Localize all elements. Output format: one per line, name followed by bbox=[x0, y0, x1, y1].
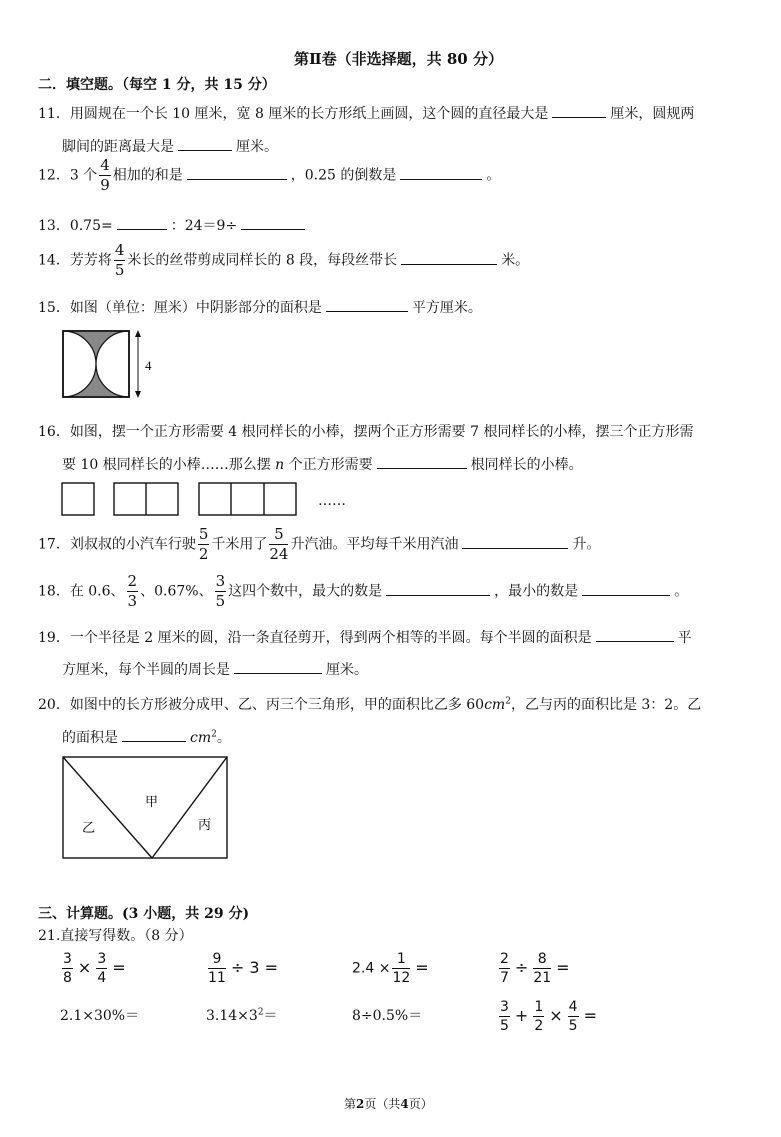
three-squares bbox=[199, 483, 296, 515]
fraction: $\frac{2}{3}$ bbox=[127, 572, 138, 610]
question-text: 升汽油。平均每千米用汽油 bbox=[290, 536, 459, 553]
label-jia: 甲 bbox=[145, 795, 159, 810]
calc-item: $3.14\times 3^2=$ bbox=[206, 1007, 278, 1024]
answer-blank[interactable] bbox=[552, 104, 606, 118]
question-text: 米。 bbox=[501, 252, 530, 269]
question-number: 11． bbox=[38, 106, 70, 122]
question-number: 14． bbox=[38, 252, 70, 269]
fraction: $\frac{4}{5}$ bbox=[114, 241, 125, 279]
one-square bbox=[62, 483, 94, 515]
question-text: 厘米。 bbox=[326, 662, 368, 678]
question-text: 用圆规在一个长 10 厘米，宽 8 厘米的长方形纸上画圆，这个圆的直径最大是 bbox=[69, 106, 549, 122]
page-footer: 第2页（共4页） bbox=[344, 1097, 433, 1111]
question-text: 如图（单位：厘米）中阴影部分的面积是 bbox=[69, 300, 322, 316]
question-17 bbox=[38, 527, 600, 562]
calc-item: 2.1×30%＝ bbox=[60, 1008, 140, 1024]
question-11 bbox=[38, 103, 694, 123]
answer-blank[interactable] bbox=[241, 216, 305, 230]
answer-blank[interactable] bbox=[122, 728, 186, 742]
section-heading-calculation: 三、计算题。(3 小题，共 29 分) bbox=[38, 906, 250, 922]
question-text: 方厘米，每个半圆的周长是 bbox=[62, 662, 230, 678]
question-text: 个正方形需要 bbox=[288, 457, 373, 473]
question-text: 0.75= bbox=[69, 218, 113, 234]
question-text: ：24＝9÷ bbox=[170, 218, 238, 234]
question-text: 相加的和是 bbox=[112, 167, 183, 184]
calc-item: $\frac{2}{7}$ ÷ $\frac{8}{21}$ = bbox=[500, 951, 570, 986]
question-text: 刘叔叔的小汽车行驶 bbox=[69, 536, 196, 553]
question-16 bbox=[38, 421, 693, 441]
question-text: 3 个 bbox=[69, 167, 98, 184]
question-number: 17． bbox=[38, 536, 70, 553]
triangle-rectangle-figure bbox=[60, 754, 232, 862]
question-text: 要 10 根同样长的小棒……那么摆 bbox=[62, 457, 271, 473]
question-number: 18． bbox=[38, 583, 70, 600]
question-text: 。 bbox=[486, 167, 501, 184]
calc-item: $\frac{3}{5}$ + $\frac{1}{2}$ × $\frac{4}{5}$ = bbox=[500, 999, 597, 1034]
superscript: 2 bbox=[505, 696, 511, 707]
question-number: 16． bbox=[38, 424, 70, 440]
question-text: 如图中的长方形被分成甲、乙、丙三个三角形，甲的面积比乙多 60 bbox=[69, 697, 485, 713]
fraction: $\frac{5}{2}$ bbox=[198, 525, 209, 563]
variable-n: n bbox=[275, 457, 285, 473]
question-text: 如图，摆一个正方形需要 4 根同样长的小棒，摆两个正方形需要 7 根同样长的小棒，摆三个正方形需 bbox=[69, 424, 694, 440]
question-text: 。 bbox=[216, 730, 231, 746]
answer-blank[interactable] bbox=[234, 660, 322, 674]
question-text: 。 bbox=[674, 583, 689, 600]
question-16-line2 bbox=[62, 454, 583, 474]
fraction: $\frac{4}{9}$ bbox=[100, 156, 110, 194]
question-text: 厘米，圆规两 bbox=[610, 106, 695, 122]
question-text: 脚间的距离最大是 bbox=[62, 139, 174, 155]
question-number: 15． bbox=[38, 300, 70, 316]
question-text: 平方厘米。 bbox=[411, 300, 482, 316]
calc-item: $\frac{3}{8}$ × $\frac{3}{4}$ = bbox=[63, 951, 126, 986]
right-diagonal bbox=[152, 757, 227, 858]
ellipsis: …… bbox=[318, 493, 346, 509]
question-13 bbox=[38, 215, 309, 235]
superscript: 2 bbox=[211, 729, 217, 740]
left-diagonal bbox=[63, 757, 152, 858]
answer-blank[interactable] bbox=[377, 455, 467, 469]
question-text: 千米用了 bbox=[211, 536, 268, 553]
question-12 bbox=[38, 158, 500, 193]
question-15 bbox=[38, 297, 482, 317]
question-number: 12． bbox=[38, 167, 70, 184]
question-number: 20． bbox=[38, 697, 70, 713]
answer-blank[interactable] bbox=[582, 582, 670, 596]
question-19 bbox=[38, 627, 692, 647]
question-14 bbox=[38, 243, 529, 278]
label-bing: 丙 bbox=[198, 818, 212, 833]
question-text: 芳芳将 bbox=[69, 252, 112, 269]
matchstick-squares-figure bbox=[60, 480, 360, 520]
page-title: 第Ⅱ卷（非选择题，共 80 分） bbox=[294, 50, 503, 68]
question-number: 19． bbox=[38, 630, 70, 646]
question-20 bbox=[38, 694, 701, 714]
question-text: 一个半径是 2 厘米的圆，沿一条直径剪开，得到两个相等的半圆。每个半圆的面积是 bbox=[69, 630, 592, 646]
question-19-line2 bbox=[62, 659, 368, 679]
question-text: 在 0.6、 bbox=[69, 583, 125, 600]
question-text: ，0.25 的倒数是 bbox=[290, 167, 397, 184]
answer-blank[interactable] bbox=[117, 216, 167, 230]
calc-item: 8÷0.5%＝ bbox=[352, 1008, 423, 1024]
answer-blank[interactable] bbox=[596, 628, 674, 642]
calc-item: 2.4 × $\frac{1}{12}$ = bbox=[352, 951, 429, 986]
fraction: $\frac{5}{24}$ bbox=[269, 525, 289, 563]
question-text: ，乙与丙的面积比是 3：2。乙 bbox=[510, 697, 702, 713]
question-text: 、0.67%、 bbox=[140, 583, 213, 600]
question-text: 米长的丝带剪成同样长的 8 段，每段丝带长 bbox=[127, 252, 398, 269]
question-text: 升。 bbox=[572, 536, 601, 553]
answer-blank[interactable] bbox=[462, 535, 568, 549]
question-text: 根同样长的小棒。 bbox=[470, 457, 583, 473]
question-11-line2 bbox=[62, 136, 278, 156]
question-text: 平 bbox=[677, 630, 692, 646]
unit-cm: cm bbox=[190, 730, 212, 746]
answer-blank[interactable] bbox=[386, 582, 490, 596]
section-heading-fill-in: 二．填空题。（每空 1 分，共 15 分） bbox=[38, 77, 276, 93]
question-number: 13． bbox=[38, 218, 70, 234]
answer-blank[interactable] bbox=[326, 298, 408, 312]
question-text: 这四个数中，最大的数是 bbox=[228, 583, 383, 600]
question-18 bbox=[38, 574, 688, 609]
answer-blank[interactable] bbox=[187, 166, 287, 180]
question-text: ，最小的数是 bbox=[494, 583, 579, 600]
question-text: 厘米。 bbox=[236, 139, 278, 155]
answer-blank[interactable] bbox=[400, 166, 482, 180]
calc-item: $\frac{9}{11}$ ÷ 3 = bbox=[208, 951, 278, 986]
unit-cm: cm bbox=[484, 697, 506, 713]
answer-blank[interactable] bbox=[401, 251, 497, 265]
answer-blank[interactable] bbox=[178, 137, 232, 151]
fraction: $\frac{3}{5}$ bbox=[215, 572, 226, 610]
shaded-square-figure bbox=[60, 328, 160, 404]
question-21: 21.直接写得数。（8 分） bbox=[38, 928, 193, 944]
dimension-label: 4 bbox=[145, 358, 152, 373]
question-20-line2 bbox=[62, 727, 231, 747]
question-text: 的面积是 bbox=[62, 730, 118, 746]
label-yi: 乙 bbox=[82, 821, 96, 836]
